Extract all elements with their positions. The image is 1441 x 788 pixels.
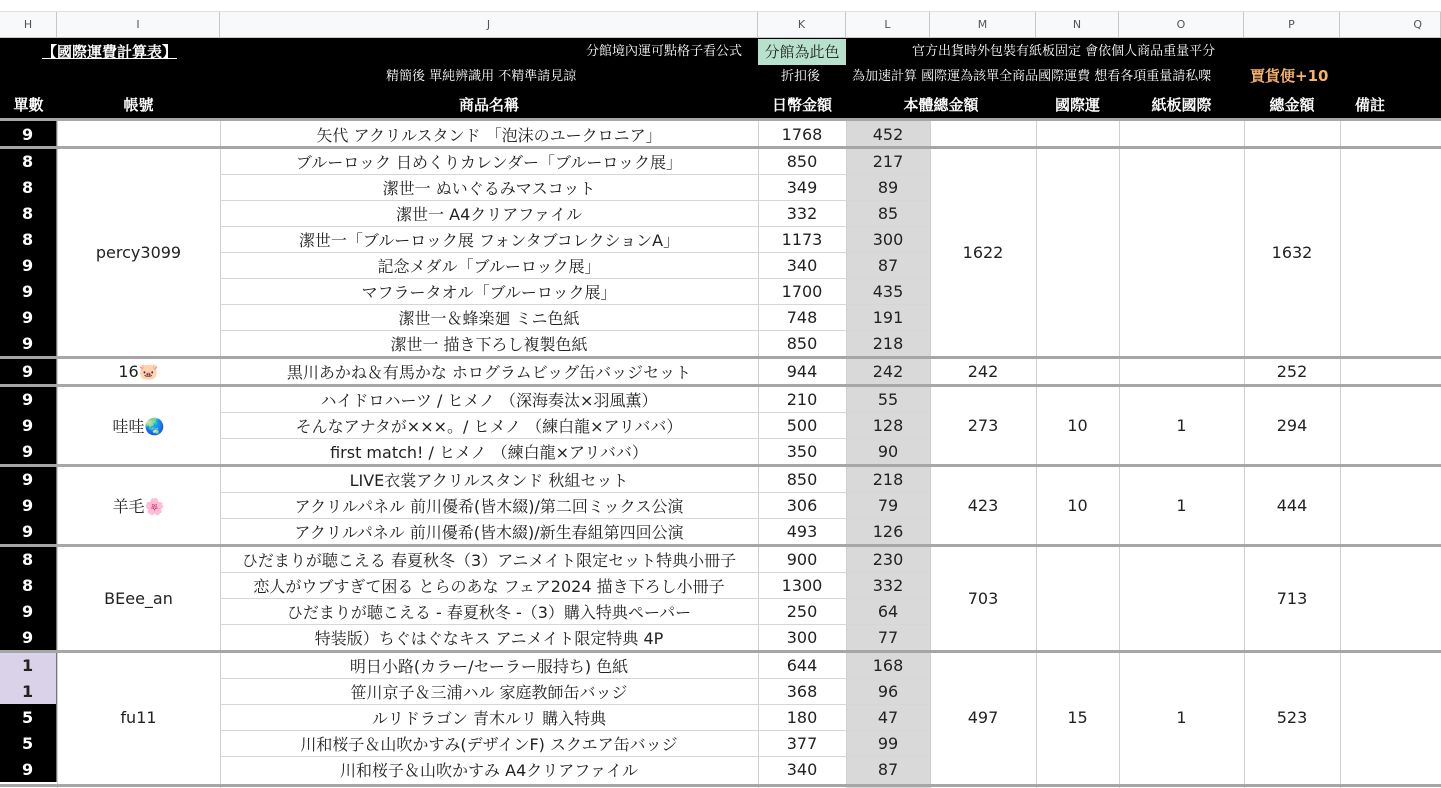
yen-amount-cell[interactable]: 850 — [786, 333, 818, 353]
product-name-cell[interactable]: ひだまりが聴こえる 春夏秋冬（3）アニメイト限定セット特典小冊子 — [241, 550, 737, 570]
grid-line — [220, 200, 930, 201]
count-cell[interactable]: 9 — [0, 466, 57, 492]
count-cell[interactable]: 8 — [0, 572, 57, 598]
col-header-k[interactable]: K — [758, 12, 846, 38]
account-cell[interactable]: percy3099 — [95, 242, 182, 262]
grid-line — [220, 438, 930, 439]
yen-amount-cell[interactable]: 377 — [786, 733, 818, 753]
product-name-cell[interactable]: そんなアナタが×××。/ ヒメノ （練白龍×アリババ） — [295, 416, 683, 436]
col-header-m[interactable]: M — [930, 12, 1036, 38]
discount-amount-cell[interactable]: 89 — [846, 174, 930, 200]
discount-amount-cell[interactable]: 452 — [846, 121, 930, 147]
remarks-cell[interactable] — [1340, 386, 1441, 464]
discount-amount-cell[interactable]: 126 — [846, 518, 930, 544]
grid-line — [220, 730, 930, 731]
grid-line — [220, 624, 930, 625]
yen-amount-cell[interactable]: 250 — [786, 601, 818, 621]
yen-amount-cell[interactable]: 1700 — [781, 281, 823, 301]
yen-amount-cell[interactable]: 340 — [786, 759, 818, 779]
product-name-cell[interactable]: ブルーロック 日めくりカレンダー「ブルーロック展」 — [295, 152, 683, 172]
yen-amount-cell[interactable]: 332 — [786, 203, 818, 223]
top-strip — [0, 0, 1441, 12]
discount-amount-cell[interactable]: 218 — [846, 330, 930, 356]
col-header-h[interactable]: H — [0, 12, 57, 38]
total-cell[interactable] — [1244, 121, 1340, 147]
header-intl-shipping: 國際運 — [1054, 95, 1100, 114]
product-name-cell[interactable]: 黒川あかね＆有馬かな ホログラムビッグ缶バッジセット — [286, 362, 692, 382]
remarks-cell[interactable] — [1340, 121, 1441, 147]
total-cell[interactable]: 1632 — [1271, 242, 1313, 262]
count-cell[interactable]: 9 — [0, 330, 57, 356]
count-cell[interactable]: 9 — [0, 278, 57, 304]
col-header-n[interactable]: N — [1036, 12, 1119, 38]
discount-amount-cell[interactable]: 435 — [846, 278, 930, 304]
note-fee: 賈貨便+10 — [1250, 67, 1329, 85]
col-header-j[interactable]: J — [220, 12, 758, 38]
grid-line — [0, 384, 1441, 387]
count-cell[interactable]: 9 — [0, 304, 57, 330]
yen-amount-cell[interactable]: 306 — [786, 495, 818, 515]
product-name-cell[interactable]: 川和桜子＆山吹かすみ A4クリアファイル — [340, 760, 638, 780]
discount-amount-cell[interactable]: 87 — [846, 252, 930, 278]
yen-amount-cell[interactable]: 300 — [786, 627, 818, 647]
count-cell[interactable]: 8 — [0, 200, 57, 226]
discount-amount-cell[interactable]: 55 — [846, 386, 930, 412]
body-total-cell[interactable]: 242 — [967, 361, 999, 381]
header-yen-amount: 日幣金額 — [771, 95, 832, 114]
discount-amount-cell[interactable]: 79 — [846, 492, 930, 518]
count-cell[interactable]: 8 — [0, 226, 57, 252]
board-intl-cell[interactable] — [1119, 546, 1244, 650]
product-name-cell[interactable]: 潔世一「ブルーロック展 フォンタブコレクションA」 — [298, 230, 680, 250]
intl-shipping-cell[interactable]: 10 — [1067, 415, 1088, 435]
col-header-i[interactable]: I — [57, 12, 220, 38]
product-name-cell[interactable]: 恋人がウブすぎて困る とらのあな フェア2024 描き下ろし小冊子 — [253, 576, 725, 596]
grid-line — [220, 226, 930, 227]
body-total-cell[interactable]: 423 — [967, 495, 999, 515]
note-simplified: 精簡後 單純辨識用 不精準請見諒 — [386, 69, 577, 84]
grid-line — [930, 118, 931, 788]
body-total-cell[interactable]: 497 — [967, 707, 999, 727]
count-cell[interactable]: 9 — [0, 756, 57, 782]
account-cell[interactable] — [57, 121, 220, 147]
discount-amount-cell[interactable]: 77 — [846, 624, 930, 650]
discount-amount-cell[interactable]: 99 — [846, 730, 930, 756]
total-cell[interactable]: 252 — [1276, 361, 1308, 381]
grid-line — [220, 598, 930, 599]
grid-line — [0, 650, 1441, 653]
product-name-cell[interactable]: アクリルパネル 前川優希(皆木綴)/新生春組第四回公演 — [294, 522, 684, 542]
yen-amount-cell[interactable]: 644 — [786, 655, 818, 675]
board-intl-cell[interactable] — [1119, 358, 1244, 384]
grid-line — [220, 330, 930, 331]
board-intl-cell[interactable]: 1 — [1176, 495, 1187, 515]
grid-line — [220, 412, 930, 413]
note-calc: 為加速計算 國際運為該單全商品國際運費 想看各項重量請私㗎 — [852, 69, 1212, 84]
count-cell[interactable]: 5 — [0, 730, 57, 756]
grid-line — [0, 118, 1441, 121]
grid-line — [1119, 118, 1120, 788]
intl-shipping-cell[interactable]: 10 — [1067, 495, 1088, 515]
grid-line — [220, 678, 930, 679]
remarks-cell[interactable] — [1340, 358, 1441, 384]
discount-amount-cell[interactable]: 85 — [846, 200, 930, 226]
product-name-cell[interactable]: 川和桜子＆山吹かすみ(デザインF) スクエア缶バッジ — [300, 734, 678, 754]
yen-amount-cell[interactable]: 340 — [786, 255, 818, 275]
count-cell[interactable]: 9 — [0, 598, 57, 624]
board-intl-cell[interactable] — [1119, 121, 1244, 147]
grid-line — [220, 518, 930, 519]
product-name-cell[interactable]: 矢代 アクリルスタンド 「泡沫のユークロニア」 — [316, 125, 662, 145]
total-cell[interactable]: 523 — [1276, 707, 1308, 727]
header-account: 帳號 — [123, 95, 154, 114]
yen-amount-cell[interactable]: 180 — [786, 707, 818, 727]
grid-line — [57, 118, 58, 788]
yen-amount-cell[interactable]: 1768 — [781, 124, 823, 144]
product-name-cell[interactable]: ハイドロハーツ / ヒメノ （深海奏汰×羽風薫） — [320, 390, 658, 410]
col-header-l[interactable]: L — [846, 12, 930, 38]
intl-shipping-cell[interactable] — [1036, 358, 1119, 384]
discount-amount-cell[interactable]: 168 — [846, 652, 930, 678]
body-total-cell[interactable] — [930, 121, 1036, 147]
account-cell[interactable]: 16🐷 — [118, 361, 159, 381]
product-name-cell[interactable]: 潔世一 A4クリアファイル — [396, 204, 582, 224]
product-name-cell[interactable]: マフラータオル「ブルーロック展」 — [361, 282, 617, 302]
count-cell[interactable]: 1 — [0, 652, 57, 678]
discount-amount-cell[interactable]: 96 — [846, 678, 930, 704]
yen-amount-cell[interactable]: 500 — [786, 415, 818, 435]
col-header-p[interactable]: P — [1244, 12, 1340, 38]
discount-amount-cell[interactable]: 90 — [846, 438, 930, 464]
yen-amount-cell[interactable]: 748 — [786, 307, 818, 327]
grid-line — [1340, 118, 1341, 788]
discount-amount-cell[interactable]: 230 — [846, 546, 930, 572]
count-cell[interactable]: 9 — [0, 386, 57, 412]
intl-shipping-cell[interactable] — [1036, 546, 1119, 650]
intl-shipping-cell[interactable] — [1036, 121, 1119, 147]
yen-amount-cell[interactable]: 850 — [786, 151, 818, 171]
discount-amount-cell[interactable]: 64 — [846, 598, 930, 624]
discount-amount-cell[interactable]: 300 — [846, 226, 930, 252]
col-header-o[interactable]: O — [1119, 12, 1244, 38]
product-name-cell[interactable]: LIVE衣裳アクリルスタンド 秋組セット — [349, 470, 629, 490]
count-cell[interactable]: 9 — [0, 252, 57, 278]
grid-line — [0, 146, 1441, 149]
product-name-cell[interactable]: 笹川京子＆三浦ハル 家庭教師缶バッジ — [350, 682, 628, 702]
account-cell[interactable]: 羊毛🌸 — [112, 496, 165, 516]
account-cell[interactable]: 哇哇🌏 — [112, 416, 165, 436]
count-cell[interactable]: 9 — [0, 121, 57, 147]
grid-line — [220, 492, 930, 493]
grid-line — [0, 356, 1441, 359]
product-name-cell[interactable]: ルリドラゴン 青木ルリ 購入特典 — [371, 708, 607, 728]
remarks-cell[interactable] — [1340, 546, 1441, 650]
grid-line — [220, 704, 930, 705]
grid-line — [1036, 118, 1037, 788]
grid-line — [220, 118, 221, 788]
count-cell[interactable]: 8 — [0, 148, 57, 174]
grid-line — [220, 252, 930, 253]
discount-amount-cell[interactable]: 191 — [846, 304, 930, 330]
count-cell[interactable]: 5 — [0, 704, 57, 730]
product-name-cell[interactable]: 記念メダル「ブルーロック展」 — [377, 256, 601, 276]
body-total-cell[interactable]: 1622 — [962, 242, 1004, 262]
grid-line — [0, 784, 1441, 787]
header-remarks: 備註 — [1354, 95, 1385, 114]
count-cell[interactable]: 9 — [0, 438, 57, 464]
product-name-cell[interactable]: 潔世一＆蜂楽廻 ミニ色紙 — [398, 308, 580, 328]
total-cell[interactable]: 294 — [1276, 415, 1308, 435]
body-total-cell[interactable]: 703 — [967, 588, 999, 608]
total-cell[interactable]: 444 — [1276, 495, 1308, 515]
col-header-q[interactable]: Q — [1340, 12, 1441, 38]
remarks-cell[interactable] — [1340, 148, 1441, 356]
total-cell[interactable]: 713 — [1276, 588, 1308, 608]
header-board-intl: 紙板國際 — [1151, 95, 1212, 114]
discount-amount-cell[interactable]: 47 — [846, 704, 930, 730]
yen-amount-cell[interactable]: 493 — [786, 521, 818, 541]
yen-amount-cell[interactable]: 368 — [786, 681, 818, 701]
yen-amount-cell[interactable]: 350 — [786, 441, 818, 461]
product-name-cell[interactable]: first match! / ヒメノ （練白龍×アリババ） — [330, 442, 648, 462]
note-official: 官方出貨時外包裝有紙板固定 會依個人商品重量平分 — [912, 44, 1216, 59]
header-total: 總金額 — [1269, 95, 1315, 114]
yen-amount-cell[interactable]: 900 — [786, 549, 818, 569]
discount-amount-cell[interactable]: 242 — [846, 358, 930, 384]
yen-amount-cell[interactable]: 850 — [786, 469, 818, 489]
count-cell[interactable]: 8 — [0, 546, 57, 572]
count-cell[interactable]: 1 — [0, 678, 57, 704]
yen-amount-cell[interactable]: 210 — [786, 389, 818, 409]
remarks-cell[interactable] — [1340, 466, 1441, 544]
grid-line — [846, 118, 847, 788]
product-name-cell[interactable]: 潔世一 ぬいぐるみマスコット — [382, 178, 596, 198]
grid-line — [758, 118, 759, 788]
yen-amount-cell[interactable]: 1173 — [781, 229, 823, 249]
grid-line — [0, 464, 1441, 467]
count-cell[interactable]: 9 — [0, 412, 57, 438]
product-name-cell[interactable]: 明日小路(カラー/セーラー服持ち) 色紙 — [349, 656, 629, 676]
account-cell[interactable]: fu11 — [120, 707, 157, 727]
intl-shipping-cell[interactable]: 15 — [1067, 707, 1088, 727]
product-name-cell[interactable]: 特装版）ちぐはぐなキス アニメイト限定特典 4P — [314, 628, 664, 648]
discount-amount-cell[interactable]: 128 — [846, 412, 930, 438]
grid-line — [220, 174, 930, 175]
yen-amount-cell[interactable]: 944 — [786, 361, 818, 381]
grid-line — [220, 572, 930, 573]
grid-line — [1244, 118, 1245, 788]
discount-amount-cell[interactable]: 332 — [846, 572, 930, 598]
note-formula: 分館境內運可點格子看公式 — [586, 44, 743, 59]
product-name-cell[interactable]: ひだまりが聴こえる - 春夏秋冬 -（3）購入特典ペーパー — [286, 602, 692, 622]
discount-amount-cell[interactable]: 218 — [846, 466, 930, 492]
board-intl-cell[interactable] — [1119, 148, 1244, 356]
intl-shipping-cell[interactable] — [1036, 148, 1119, 356]
grid-line — [0, 544, 1441, 547]
body-total-cell[interactable]: 273 — [967, 415, 999, 435]
count-cell[interactable]: 9 — [0, 624, 57, 650]
count-cell[interactable]: 9 — [0, 492, 57, 518]
header-count: 單數 — [13, 95, 44, 114]
count-cell[interactable]: 9 — [0, 358, 57, 384]
header-body-total: 本體總金額 — [903, 95, 979, 114]
product-name-cell[interactable]: アクリルパネル 前川優希(皆木綴)/第二回ミックス公演 — [294, 496, 684, 516]
yen-amount-cell[interactable]: 1300 — [781, 575, 823, 595]
discount-amount-cell[interactable]: 217 — [846, 148, 930, 174]
account-cell[interactable]: BEee_an — [104, 588, 173, 608]
discount-amount-cell[interactable]: 87 — [846, 756, 930, 782]
yen-amount-cell[interactable]: 349 — [786, 177, 818, 197]
sheet-title: 【國際運費計算表】 — [42, 43, 178, 61]
count-cell[interactable]: 8 — [0, 174, 57, 200]
color-chip-note: 分館為此色 — [758, 39, 846, 65]
note-discount: 折扣後 — [781, 69, 821, 84]
count-cell[interactable]: 9 — [0, 518, 57, 544]
grid-line — [220, 278, 930, 279]
grid-line — [220, 304, 930, 305]
header-product-name: 商品名稱 — [458, 95, 519, 114]
remarks-cell[interactable] — [1340, 652, 1441, 782]
grid-line — [220, 756, 930, 757]
board-intl-cell[interactable]: 1 — [1176, 415, 1187, 435]
product-name-cell[interactable]: 潔世一 描き下ろし複製色紙 — [390, 334, 588, 354]
board-intl-cell[interactable]: 1 — [1176, 707, 1187, 727]
